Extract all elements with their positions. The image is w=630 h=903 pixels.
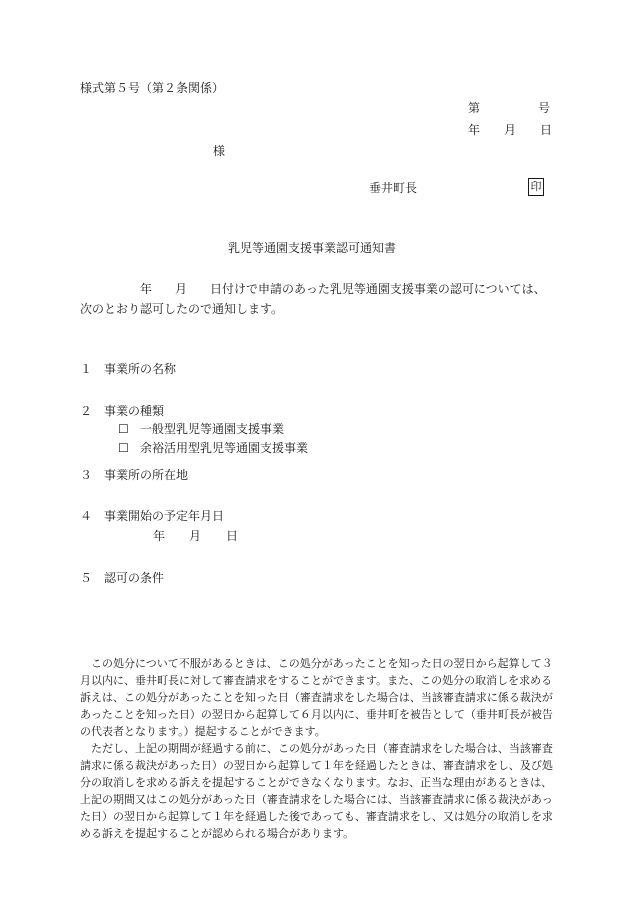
item-number: ２ <box>80 404 93 418</box>
checkbox-general-type[interactable]: ☐ <box>118 422 129 436</box>
item-number: ３ <box>80 468 93 482</box>
start-date-day: 日 <box>226 529 239 543</box>
addressee-suffix: 様 <box>213 144 226 158</box>
intro-month: 月 <box>175 282 188 296</box>
start-date-year: 年 <box>153 529 166 543</box>
item-number: ５ <box>80 571 93 585</box>
item-label-facility-address: 事業所の所在地 <box>104 468 189 482</box>
document-title: 乳児等通園支援事業認可通知書 <box>228 241 397 255</box>
item-label-business-type: 事業の種類 <box>104 404 165 418</box>
item-number: ４ <box>80 509 93 523</box>
appeal-notice-paragraph: この処分について不服があるときは、この処分があったことを知った日の翌日から起算して３月以内に、垂井町長に対して審査請求をすることができます。また、この処分の取消しを求める訴えは、この処分があったことを知った日（審査請求をした場合は、当該審査請求に係る裁決があったことを知った日）の翌日から起算して６月以内に、垂井町を被告として（垂井町長が被告の代表者となります。）提起することができます。 <box>80 657 553 738</box>
start-date-month: 月 <box>189 529 202 543</box>
appeal-notice <box>80 655 556 842</box>
intro-line2: 次のとおり認可したので通知します。 <box>80 302 284 316</box>
item-label-facility-name: 事業所の名称 <box>104 362 177 376</box>
doc-number-suffix: 号 <box>538 101 551 115</box>
item-number: １ <box>80 362 93 376</box>
form-id: 様式第５号（第２条関係） <box>80 81 225 95</box>
doc-date-year: 年 <box>468 123 481 137</box>
doc-date-day: 日 <box>540 123 553 137</box>
issuer: 垂井町長 <box>369 181 418 195</box>
doc-number-prefix: 第 <box>468 101 481 115</box>
appeal-notice-paragraph: ただし、上記の期間が経過する前に、この処分があった日（審査請求をした場合は、当該審査請求に係る裁決があった日）の翌日から起算して１年を経過したときは、審査請求をし、及び処分の取消しを求める訴えを提起することができなくなります。なお、正当な理由があるときは、上記の期間又はこの処分があった日（審査請求をした場合には、当該審査請求に係る裁決があった日）の翌日から起算して１年を経過した後であっても、審査請求をし、又は処分の取消しを求める訴えを提起することが認められる場合があります。 <box>80 742 553 840</box>
intro-year: 年 <box>140 282 153 296</box>
option-label-surplus-type: 余裕活用型乳児等通園支援事業 <box>140 441 309 455</box>
checkbox-surplus-type[interactable]: ☐ <box>118 441 129 455</box>
seal-mark: 印 <box>528 178 544 196</box>
doc-date-month: 月 <box>504 123 517 137</box>
item-label-start-date: 事業開始の予定年月日 <box>104 509 225 523</box>
item-label-conditions: 認可の条件 <box>104 571 165 585</box>
option-label-general-type: 一般型乳児等通園支援事業 <box>140 422 285 436</box>
intro-line1: 日付けで申請のあった乳児等通園支援事業の認可については、 <box>210 282 546 296</box>
